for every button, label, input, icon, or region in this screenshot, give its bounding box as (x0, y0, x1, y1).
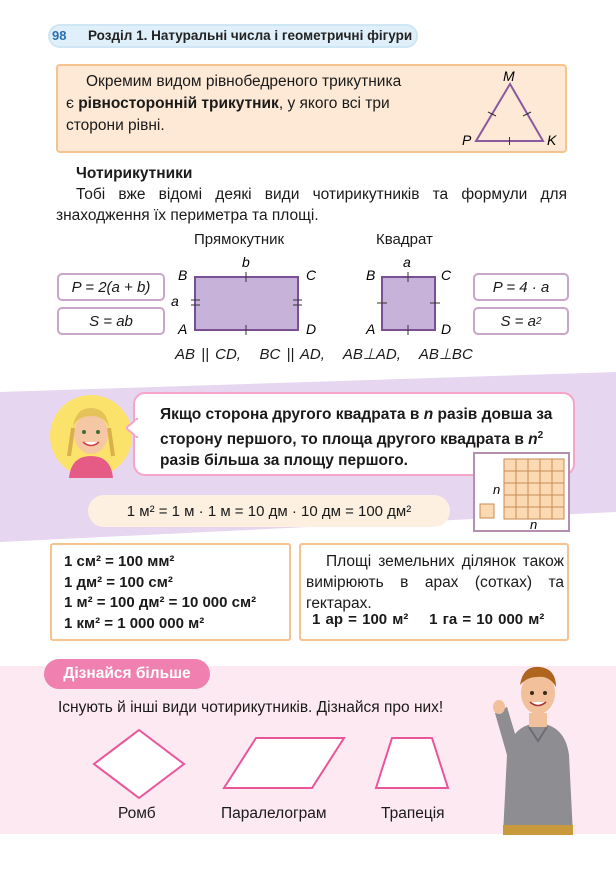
rhombus-shape (94, 730, 184, 798)
grid-cell (528, 459, 540, 471)
section-intro: Тобі вже відомі деякі види чотирикутників та формули для знаходження їх периметра та площі. (56, 186, 567, 224)
callout-text: Якщо сторона другого квадрата в n разів довша за сторону першого, то площа другого квадрата в $n^2$ разів більша за площу першого. (160, 406, 553, 470)
unit-line: 1 дм² = 100 см² (64, 573, 173, 591)
grid-cell (540, 483, 552, 495)
vertex-p-label: P (462, 132, 472, 148)
side-relations: AB || CD, BC || AD, AB⊥AD, AB⊥BC (175, 346, 473, 363)
grid-cell (528, 483, 540, 495)
vertex-k-label: K (547, 132, 557, 148)
grid-cell (528, 471, 540, 483)
grid-cell (504, 483, 516, 495)
svg-text:n: n (530, 517, 538, 532)
land-units-equation: 1 ар = 100 м² 1 га = 10 000 м² (312, 611, 545, 628)
rectangle-square-figures (160, 250, 460, 340)
grid-cell (540, 471, 552, 483)
parallelogram-shape (224, 738, 344, 788)
svg-text:A: A (366, 321, 376, 337)
unit-line: 1 км² = 1 000 000 м² (64, 614, 205, 632)
grid-cell (552, 459, 564, 471)
svg-text:D: D (306, 321, 317, 337)
grid-cell (504, 471, 516, 483)
grid-cell (540, 507, 552, 519)
unit-line: 1 см² = 100 мм² (64, 553, 175, 570)
land-units-text: Площі земельних ділянок також вимірюють в арах (сотках) та гектарах. (306, 553, 564, 612)
learn-more-badge: Дізнайся більше (44, 659, 210, 689)
grid-cell (552, 471, 564, 483)
svg-text:D: D (441, 321, 452, 337)
grid-cell (516, 507, 528, 519)
area-units-box (50, 543, 291, 641)
rhombus-label: Ромб (118, 805, 156, 822)
square-area-formula: S = a 2 (473, 307, 569, 335)
page-number: 98 (52, 28, 67, 43)
svg-text:a: a (171, 293, 179, 309)
girl-avatar (49, 394, 133, 478)
grid-cell (516, 495, 528, 507)
other-quadrilaterals-figures (80, 728, 480, 800)
grid-cell (552, 483, 564, 495)
square-shape (382, 277, 435, 330)
svg-text:C: C (441, 267, 452, 283)
units-conversion-line: 1 м² = 1 м · 1 м = 10 дм · 10 дм = 100 дм² (88, 495, 450, 527)
learn-more-text: Існують й інші види чотирикутників. Дізнайся про них! (58, 699, 444, 716)
svg-text:B: B (366, 267, 376, 283)
square-perimeter-formula: P = 4 · a (473, 273, 569, 301)
chapter-title: Розділ 1. Натуральні числа і геометричні фігури (88, 28, 413, 43)
grid-cell (528, 495, 540, 507)
equilateral-triangle-figure (455, 66, 565, 152)
equilateral-text: Окремим видом рівнобедреного трикутника є рівносторонній трикутник, у якого всі три сторони рівні. (66, 73, 402, 134)
grid-cell (504, 495, 516, 507)
grid-cell (540, 459, 552, 471)
vertex-m-label: M (503, 68, 515, 84)
grid-cell (552, 507, 564, 519)
square-grid-figure (473, 452, 570, 532)
grid-cell (516, 471, 528, 483)
unit-line: 1 м² = 100 дм² = 10 000 см² (64, 594, 257, 611)
grid-cell (504, 459, 516, 471)
grid-cell (552, 495, 564, 507)
rectangle-area-formula: S = ab (57, 307, 165, 335)
trapezoid-label: Трапеція (381, 805, 445, 822)
bubble-tail (126, 418, 138, 438)
grid-cell (504, 507, 516, 519)
grid-cell (516, 459, 528, 471)
svg-text:n: n (493, 482, 501, 497)
svg-text:B: B (178, 267, 188, 283)
grid-cell (540, 495, 552, 507)
boy-illustration (493, 655, 583, 835)
svg-text:a: a (403, 254, 411, 270)
section-title: Чотирикутники (76, 165, 193, 182)
rectangle-label: Прямокутник (194, 231, 285, 248)
square-label: Квадрат (376, 231, 433, 248)
trapezoid-shape (376, 738, 448, 788)
parallelogram-label: Паралелограм (221, 805, 327, 822)
grid-cell (516, 483, 528, 495)
rectangle-shape (195, 277, 298, 330)
svg-text:C: C (306, 267, 317, 283)
rectangle-perimeter-formula: P = 2(a + b) (57, 273, 165, 301)
equilateral-term: рівносторонній трикутник (78, 95, 279, 112)
svg-text:b: b (242, 254, 250, 270)
svg-text:A: A (178, 321, 188, 337)
